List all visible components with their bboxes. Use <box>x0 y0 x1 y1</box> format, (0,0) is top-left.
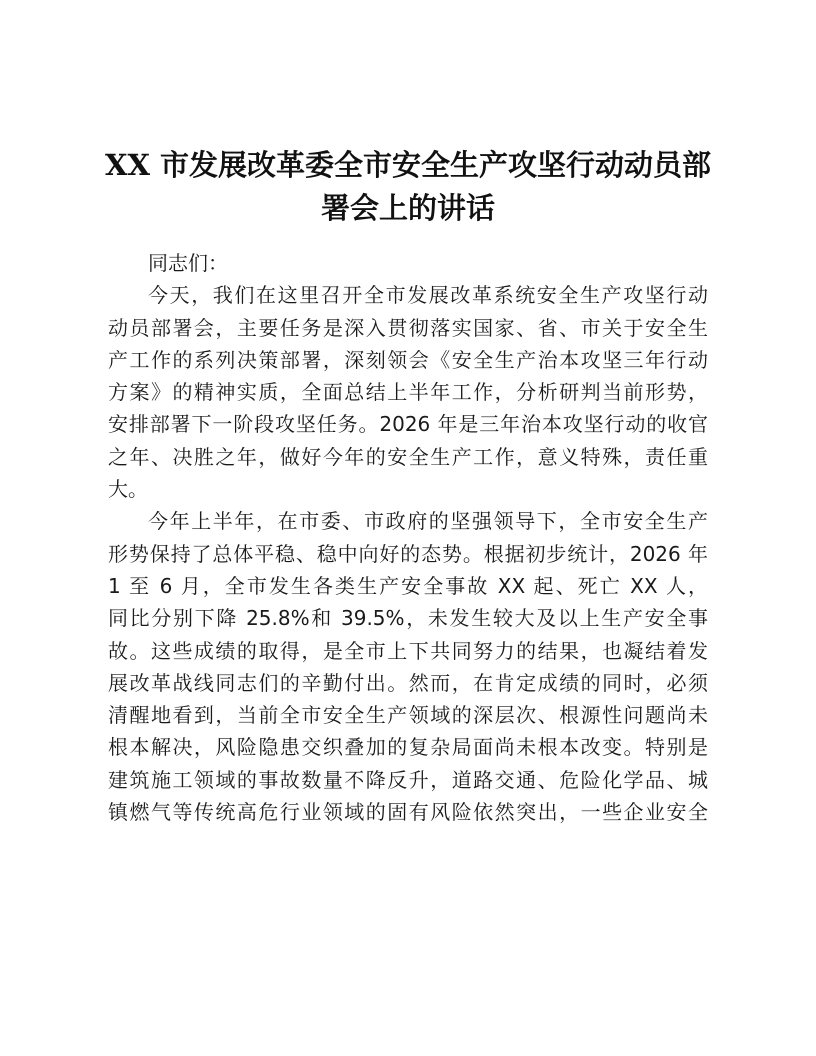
paragraph-line: 同比分别下降 25.8%和 39.5%，未发生较大及以上生产安全事 <box>108 606 708 631</box>
title-line: XX 市发展改革委全市安全生产攻坚行动动员部 <box>104 148 712 182</box>
paragraph-line: 大。 <box>108 477 148 502</box>
paragraph-line: 镇燃气等传统高危行业领域的固有风险依然突出，一些企业安全 <box>108 800 708 825</box>
paragraph-2 <box>108 505 708 828</box>
document-body <box>108 247 708 828</box>
paragraph-line: 展改革战线同志们的辛勤付出。然而，在肯定成绩的同时，必须 <box>108 670 708 695</box>
paragraph-line: 安排部署下一阶段攻坚任务。2026 年是三年治本攻坚行动的收官 <box>108 412 708 437</box>
paragraph-line: 产工作的系列决策部署，深刻领会《安全生产治本攻坚三年行动 <box>108 347 708 372</box>
document-title <box>100 144 716 230</box>
paragraph-line: 根本解决，风险隐患交织叠加的复杂局面尚未根本改变。特别是 <box>108 735 708 760</box>
title-line: 署会上的讲话 <box>320 191 495 225</box>
paragraph-line: 形势保持了总体平稳、稳中向好的态势。根据初步统计，2026 年 <box>108 541 708 566</box>
paragraph-line: 方案》的精神实质，全面总结上半年工作，分析研判当前形势， <box>108 380 708 405</box>
paragraph-1 <box>108 279 708 505</box>
paragraph-line: 动员部署会，主要任务是深入贯彻落实国家、省、市关于安全生 <box>108 315 708 340</box>
salutation: 同志们： <box>148 251 228 275</box>
paragraph-line: 之年、决胜之年，做好今年的安全生产工作，意义特殊，责任重 <box>108 444 708 469</box>
paragraph-line: 今年上半年，在市委、市政府的坚强领导下，全市安全生产 <box>148 509 708 534</box>
paragraph-line: 清醒地看到，当前全市安全生产领域的深层次、根源性问题尚未 <box>108 703 708 728</box>
paragraph-line: 建筑施工领域的事故数量不降反升，道路交通、危险化学品、城 <box>108 767 708 792</box>
paragraph-line: 今天，我们在这里召开全市发展改革系统安全生产攻坚行动 <box>148 283 708 308</box>
paragraph-line: 故。这些成绩的取得，是全市上下共同努力的结果，也凝结着发 <box>108 638 708 663</box>
paragraph-line: 1 至 6 月，全市发生各类生产安全事故 XX 起、死亡 XX 人， <box>108 573 708 598</box>
